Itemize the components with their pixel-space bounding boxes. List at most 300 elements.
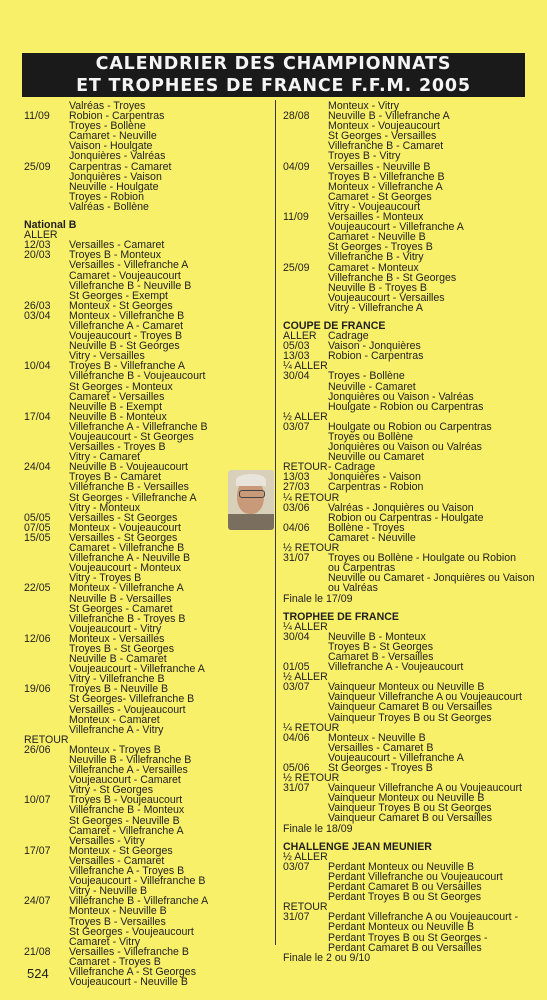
schedule-row	[24, 260, 272, 270]
left-column	[24, 101, 272, 987]
match-teams: Jonquières - Valréas	[69, 150, 166, 163]
match-teams: Villefranche B - Voujeaucourt	[69, 370, 206, 383]
match-date	[283, 242, 328, 252]
match-date	[24, 331, 69, 341]
match-teams: Vainqueur Camaret B ou Versailles	[328, 812, 493, 825]
match-teams: Troyes B - Voujeaucourt	[69, 794, 183, 807]
match-date	[283, 382, 328, 392]
match-date	[283, 182, 328, 192]
match-teams: Monteux - Camaret	[69, 713, 160, 726]
round-label: RETOUR	[283, 901, 328, 914]
match-teams: Vitry - Monteux	[69, 501, 141, 514]
match-teams: Neuville B - Villefranche B	[69, 754, 192, 766]
match-date: 20/03	[24, 249, 51, 262]
match-teams: Neuville ou Camaret - Jonquières ou Vaison	[328, 572, 535, 585]
match-teams: St Georges - Neuville B	[69, 814, 180, 827]
match-date	[24, 876, 69, 886]
match-teams: Perdant Camaret B ou Versailles	[328, 881, 482, 894]
match-date	[24, 664, 69, 674]
match-teams: Voujeaucourt - Versailles	[328, 291, 445, 304]
schedule-row	[24, 977, 272, 987]
match-teams: St Georges - Monteux	[69, 380, 173, 393]
match-teams: Camaret - Monteux	[328, 261, 419, 274]
match-date	[24, 816, 69, 826]
schedule-row	[283, 303, 531, 313]
match-date	[24, 614, 69, 624]
match-teams: Vitry - Villefranche B	[69, 673, 165, 686]
match-teams: Voujeaucourt - Neuville B	[69, 976, 188, 989]
match-teams: Neuville B - Versailles	[69, 592, 172, 605]
match-teams: St Georges - Voujeaucourt	[69, 925, 194, 938]
match-teams: Troyes ou Bollène - Houlgate ou Robion	[328, 552, 517, 565]
match-teams: St Georges- Villefranche B	[69, 693, 195, 706]
match-teams: Carpentras - Camaret	[69, 160, 172, 173]
match-date: 24/07	[24, 895, 51, 908]
schedule-row	[24, 906, 272, 916]
match-teams: Neuville B - Monteux	[69, 410, 167, 423]
match-date: 30/04	[283, 630, 310, 643]
match-teams: Monteux - Neuville B	[69, 905, 167, 918]
match-teams: Versailles - Neuville B	[328, 160, 431, 173]
schedule-row	[283, 572, 535, 585]
match-teams: St Georges - Troyes B	[328, 241, 433, 254]
match-teams: Neuville B - Troyes B	[328, 281, 427, 294]
match-date	[24, 182, 69, 192]
match-date	[283, 121, 328, 131]
match-teams: Vainqueur Villefranche A ou Voujeaucourt	[328, 782, 522, 795]
match-date: 17/04	[24, 410, 51, 423]
match-teams: Vaison - Houlgate	[69, 140, 153, 153]
header-line-1: CALENDRIER DES CHAMPIONNATS	[95, 54, 452, 74]
match-date	[24, 866, 69, 876]
section-heading: TROPHEE DE FRANCE	[283, 610, 399, 623]
match-date	[24, 422, 69, 432]
match-teams: Vainqueur Troyes B ou St Georges	[328, 802, 492, 815]
match-teams: Vitry - Neuville B	[69, 885, 148, 898]
match-date	[24, 755, 69, 765]
match-teams: Versailles - St Georges	[69, 531, 178, 544]
match-teams: Voujeaucourt - Monteux	[69, 562, 181, 575]
match-teams: Vitry - St Georges	[69, 784, 153, 797]
match-date	[283, 872, 328, 882]
match-teams: Villefranche A - Troyes B	[69, 865, 185, 878]
match-date	[283, 252, 328, 262]
match-date	[283, 702, 328, 712]
match-teams: Villefranche B - Vitry	[328, 251, 424, 264]
section-heading: COUPE DE FRANCE	[283, 319, 386, 332]
match-teams: Villefranche B - Versailles	[69, 481, 189, 494]
match-date	[24, 141, 69, 151]
match-date	[24, 563, 69, 573]
match-teams: Valréas - Troyes	[69, 100, 146, 112]
match-teams: Jonquières - Vaison	[328, 471, 421, 484]
match-teams: Villefranche B - Camaret	[328, 140, 444, 153]
match-teams: Villefranche B - Troyes B	[69, 612, 186, 625]
match-teams: St Georges - Versailles	[328, 130, 437, 143]
match-date: 05/03	[283, 340, 310, 353]
match-teams: Troyes - Bollène	[69, 120, 146, 133]
match-teams: Monteux - Vitry	[328, 100, 400, 112]
match-date	[283, 922, 328, 932]
match-teams: Villefranche B - Villefranche A	[69, 895, 209, 908]
right-column	[283, 100, 535, 964]
match-date	[24, 856, 69, 866]
match-teams: Troyes B - Villefranche B	[328, 170, 445, 183]
match-teams: Valréas - Jonquières ou Vaison	[328, 501, 474, 514]
portrait-photo	[228, 470, 274, 530]
schedule-row	[24, 826, 272, 836]
match-teams: Vainqueur Monteux ou Neuville B	[328, 792, 485, 805]
match-date: 31/07	[283, 552, 310, 565]
match-teams: Voujeaucourt - Villefranche A	[69, 663, 205, 676]
match-date: 11/09	[24, 110, 50, 123]
match-teams: Villefranche A - Voujeaucourt	[328, 661, 464, 674]
match-teams: Houlgate ou Robion ou Carpentras	[328, 420, 492, 433]
match-continuation: ou Carpentras	[328, 562, 396, 575]
schedule-row	[24, 341, 272, 351]
match-date: 17/07	[24, 844, 51, 857]
match-date: 30/04	[283, 370, 310, 383]
match-date	[283, 642, 328, 652]
round-label: ½ RETOUR	[283, 772, 340, 785]
match-teams: Versailles - Voujeaucourt	[69, 703, 186, 716]
match-date: 03/07	[283, 860, 310, 873]
match-date: 11/09	[283, 211, 309, 224]
round-label: ½ ALLER	[283, 850, 328, 863]
calendar-header	[22, 53, 525, 97]
match-date: 03/07	[283, 420, 310, 433]
match-date: 07/05	[24, 521, 51, 534]
match-teams: Jonquières ou Vaison - Valréas	[328, 390, 474, 403]
match-teams: Perdant Troyes B ou St Georges	[328, 891, 482, 904]
match-date	[24, 442, 69, 452]
match-date	[24, 927, 69, 937]
match-teams: Troyes B - Vitry	[328, 150, 401, 163]
match-date	[24, 482, 69, 492]
match-date: 25/09	[283, 261, 310, 274]
match-date: 10/07	[24, 794, 51, 807]
match-teams: Villefranche B - Monteux	[69, 804, 185, 817]
match-date	[24, 805, 69, 815]
match-date: 19/06	[24, 683, 51, 696]
match-teams: Neuville B - Voujeaucourt	[69, 461, 188, 474]
match-date: 27/03	[283, 481, 310, 494]
match-teams: Perdant Villefranche A ou Voujeaucourt -	[328, 911, 519, 924]
match-teams: Valréas - Bollène	[69, 200, 149, 213]
schedule-row	[283, 553, 531, 563]
round-label: ¼ RETOUR	[283, 491, 340, 504]
match-teams: Monteux - Troyes B	[69, 743, 161, 756]
final-note: Finale le 18/09	[283, 822, 353, 835]
match-teams: St Georges - Camaret	[69, 602, 173, 615]
match-teams: Camaret - St Georges	[328, 190, 432, 203]
match-date	[24, 121, 69, 131]
section-heading: CHALLENGE JEAN MEUNIER	[283, 840, 432, 853]
match-teams: Neuville ou Camaret	[328, 451, 424, 464]
match-date: 10/04	[24, 360, 51, 373]
match-teams: Troyes B - St Georges	[69, 642, 174, 655]
match-teams: Camaret - Voujeaucourt	[69, 269, 181, 282]
match-teams: Robion ou Carpentras - Houlgate	[328, 511, 484, 524]
match-date	[24, 260, 69, 270]
round-label: ½ ALLER	[283, 671, 328, 684]
match-teams: Villefranche B - St Georges	[328, 271, 457, 284]
match-date	[283, 392, 328, 402]
schedule-row	[24, 111, 272, 121]
match-teams: Vainqueur Villefranche A ou Voujeaucourt	[328, 691, 522, 704]
match-teams: Neuville B - Monteux	[328, 630, 426, 643]
match-teams: Monteux - Villefranche A	[328, 180, 443, 193]
match-date	[24, 906, 69, 916]
match-teams: Voujeaucourt - Villefranche A	[328, 751, 464, 764]
schedule-row	[283, 252, 531, 262]
match-date: 21/08	[24, 945, 51, 958]
match-date: 04/06	[283, 731, 310, 744]
round-label: ½ ALLER	[283, 410, 328, 423]
match-date	[24, 382, 69, 392]
match-teams: Troyes - Robion	[69, 190, 144, 203]
match-date	[283, 141, 328, 151]
match-date	[283, 692, 328, 702]
match-teams: Villefranche B - Neuville B	[69, 279, 192, 292]
match-date: 15/05	[24, 531, 51, 544]
match-date	[24, 715, 69, 725]
match-teams: Versailles - St Georges	[69, 511, 178, 524]
match-teams: Vitry - Versailles	[69, 350, 145, 363]
match-date	[24, 553, 69, 563]
match-teams: Vaison - Jonquières	[328, 340, 421, 353]
match-teams: Jonquières ou Vaison ou Valréas	[328, 441, 482, 454]
final-note: Finale le 17/09	[283, 592, 353, 605]
match-date	[24, 432, 69, 442]
section-heading: National B	[24, 219, 77, 232]
match-date: 04/06	[283, 521, 310, 534]
match-teams: Vainqueur Monteux ou Neuville B	[328, 681, 485, 694]
schedule-row	[24, 876, 272, 886]
header-line-2: ET TROPHEES DE FRANCE F.F.M. 2005	[76, 76, 471, 96]
match-date	[283, 803, 328, 813]
match-teams: Monteux - Voujeaucourt	[328, 120, 440, 133]
match-teams: Versailles - Villefranche A	[69, 259, 189, 272]
schedule-row	[283, 513, 531, 523]
match-teams: Monteux - St Georges	[69, 844, 173, 857]
match-date	[24, 705, 69, 715]
match-date	[283, 293, 328, 303]
match-teams: Vitry - Voujeaucourt	[328, 200, 421, 213]
match-teams: Camaret - Neuville B	[328, 231, 426, 244]
match-teams: Neuville B - Exempt	[69, 400, 163, 413]
match-date	[24, 172, 69, 182]
match-date	[24, 765, 69, 775]
match-teams: Perdant Troyes B ou St Georges -	[328, 931, 488, 944]
match-teams: Cadrage	[328, 330, 369, 343]
match-date	[24, 644, 69, 654]
schedule-row	[24, 202, 272, 212]
match-date: 13/03	[283, 471, 310, 484]
match-date: 26/03	[24, 299, 51, 312]
schedule-row	[24, 563, 272, 573]
round-label: ¼ RETOUR	[283, 721, 340, 734]
match-date: 25/09	[24, 160, 51, 173]
match-date	[24, 472, 69, 482]
match-continuation: Troyes ou Bollène	[328, 431, 413, 443]
schedule-row	[24, 442, 272, 452]
match-teams: Camaret B - Versailles	[328, 650, 434, 663]
schedule-row	[283, 922, 531, 932]
match-teams: Voujeaucourt - Villefranche B	[69, 875, 206, 888]
match-teams: Versailles - Monteux	[328, 211, 424, 224]
match-teams: Monteux - Versailles	[69, 632, 165, 645]
match-date	[24, 192, 69, 202]
match-teams: Perdant Camaret B ou Versailles	[328, 941, 482, 954]
match-date	[24, 271, 69, 281]
match-teams: Robion - Carpentras	[69, 110, 165, 123]
match-date: 05/05	[24, 511, 51, 524]
match-date: 28/08	[283, 110, 310, 123]
match-date: 05/06	[283, 762, 310, 774]
match-teams: Vainqueur Camaret B ou Versailles	[328, 701, 493, 714]
match-teams: Versailles - Camaret	[69, 239, 165, 252]
match-date: 13/03	[283, 350, 310, 363]
round-label: ¼ ALLER	[283, 620, 328, 633]
match-teams: Troyes B - Camaret	[69, 471, 162, 484]
match-teams: Houlgate - Robion ou Carpentras	[328, 400, 484, 413]
match-teams: Robion - Carpentras	[328, 350, 424, 363]
match-date: 01/05	[283, 661, 310, 674]
match-date	[283, 743, 328, 753]
match-date	[283, 273, 328, 283]
match-teams: Perdant Monteux ou Neuville B	[328, 921, 475, 934]
round-label: ½ RETOUR	[283, 542, 340, 555]
match-date	[24, 341, 69, 351]
match-date	[283, 172, 328, 182]
match-date	[24, 604, 69, 614]
schedule-row	[283, 141, 531, 151]
match-teams: Camaret - Versailles	[69, 390, 165, 403]
match-teams: Monteux - Neuville B	[328, 731, 426, 744]
match-date: 03/04	[24, 309, 51, 322]
match-date	[283, 933, 328, 943]
match-teams: Troyes B - Villefranche A	[69, 360, 185, 373]
match-date	[24, 694, 69, 704]
schedule-row	[24, 182, 272, 192]
match-teams: Versailles - Camaret	[69, 854, 165, 867]
match-date	[283, 442, 328, 452]
match-teams: Vainqueur Troyes B ou St Georges	[328, 711, 492, 724]
match-date	[24, 917, 69, 927]
round-label: ¼ ALLER	[283, 360, 328, 373]
match-teams: Versailles - Camaret B	[328, 741, 434, 754]
match-teams: - Cadrage	[328, 461, 376, 474]
match-date	[283, 882, 328, 892]
match-teams: Monteux - Villefranche B	[69, 309, 185, 322]
match-teams: Vitry - Troyes B	[69, 572, 142, 585]
final-note: Finale le 2 ou 9/10	[283, 951, 371, 964]
match-date	[283, 232, 328, 242]
match-teams: Camaret - Troyes B	[69, 955, 161, 968]
match-teams: Versailles - Vitry	[69, 834, 145, 847]
match-teams: Troyes B - Versailles	[69, 915, 166, 928]
match-teams: Camaret - Neuville	[69, 130, 157, 143]
match-date: 24/04	[24, 461, 51, 474]
match-date	[24, 281, 69, 291]
match-date: 22/05	[24, 582, 51, 595]
match-date	[283, 131, 328, 141]
match-teams: Jonquières - Vaison	[69, 170, 162, 183]
match-teams: Vitry - Villefranche A	[328, 301, 423, 314]
match-teams: St Georges - Exempt	[69, 289, 168, 302]
match-date: RETOUR	[283, 461, 328, 474]
match-teams: Troyes - Bollène	[328, 370, 405, 383]
match-teams: Perdant Villefranche ou Voujeaucourt	[328, 870, 503, 883]
match-teams: Voujeaucourt - St Georges	[69, 431, 194, 443]
match-teams: Villefranche A - Villefranche B	[69, 420, 208, 433]
match-teams: Neuville B - Camaret	[69, 653, 167, 666]
match-teams: Villefranche A - Versailles	[69, 764, 188, 777]
match-teams: Neuville - Houlgate	[69, 180, 159, 193]
match-date	[283, 283, 328, 293]
column-divider	[275, 100, 276, 945]
match-date	[24, 775, 69, 785]
match-date	[283, 192, 328, 202]
match-teams: Neuville - Camaret	[328, 380, 416, 393]
match-teams: Neuville B - Villefranche A	[328, 110, 450, 123]
match-date	[283, 573, 328, 583]
match-date	[24, 202, 69, 212]
match-date	[24, 543, 69, 553]
match-date: ALLER	[283, 330, 317, 343]
match-date: 03/06	[283, 501, 310, 514]
match-teams: Voujeaucourt - Villefranche A	[328, 221, 464, 234]
match-teams: Camaret - Neuville	[328, 531, 416, 544]
match-date	[24, 371, 69, 381]
match-teams: Carpentras - Robion	[328, 481, 424, 494]
match-teams: St Georges - Villefranche A	[69, 491, 197, 504]
match-date: 26/06	[24, 743, 51, 756]
match-teams: Camaret - Villefranche B	[69, 542, 185, 555]
match-teams: Villefranche A - St Georges	[69, 965, 197, 978]
schedule-row	[24, 583, 272, 593]
match-teams: St Georges - Troyes B	[328, 762, 433, 774]
match-date: 31/07	[283, 911, 310, 924]
match-teams: Voujeaucourt - Camaret	[69, 774, 181, 787]
match-teams: Villefranche A - Camaret	[69, 319, 184, 332]
match-date	[24, 654, 69, 664]
match-teams: Neuville B - St Georges	[69, 340, 180, 353]
round-label: RETOUR	[24, 733, 69, 746]
match-teams: Perdant Monteux ou Neuville B	[328, 860, 475, 873]
match-teams: Voujeaucourt - Troyes B	[69, 330, 183, 343]
match-date: 12/03	[24, 239, 51, 252]
match-date	[24, 594, 69, 604]
match-teams: Monteux - Villefranche A	[69, 582, 184, 595]
match-teams: Camaret - Villefranche A	[69, 824, 184, 837]
match-date: 04/09	[283, 160, 310, 173]
match-date	[24, 826, 69, 836]
match-date	[283, 303, 328, 313]
match-date	[283, 793, 328, 803]
round-label: ALLER	[24, 229, 58, 242]
match-date	[24, 321, 69, 331]
match-teams: Monteux - Voujeaucourt	[69, 521, 181, 534]
match-continuation: ou Valréas	[328, 582, 378, 595]
match-teams: Troyes B - Neuville B	[69, 683, 169, 696]
match-date	[24, 131, 69, 141]
match-date	[283, 222, 328, 232]
match-date	[24, 493, 69, 503]
match-date: 12/06	[24, 632, 51, 645]
match-date	[24, 392, 69, 402]
